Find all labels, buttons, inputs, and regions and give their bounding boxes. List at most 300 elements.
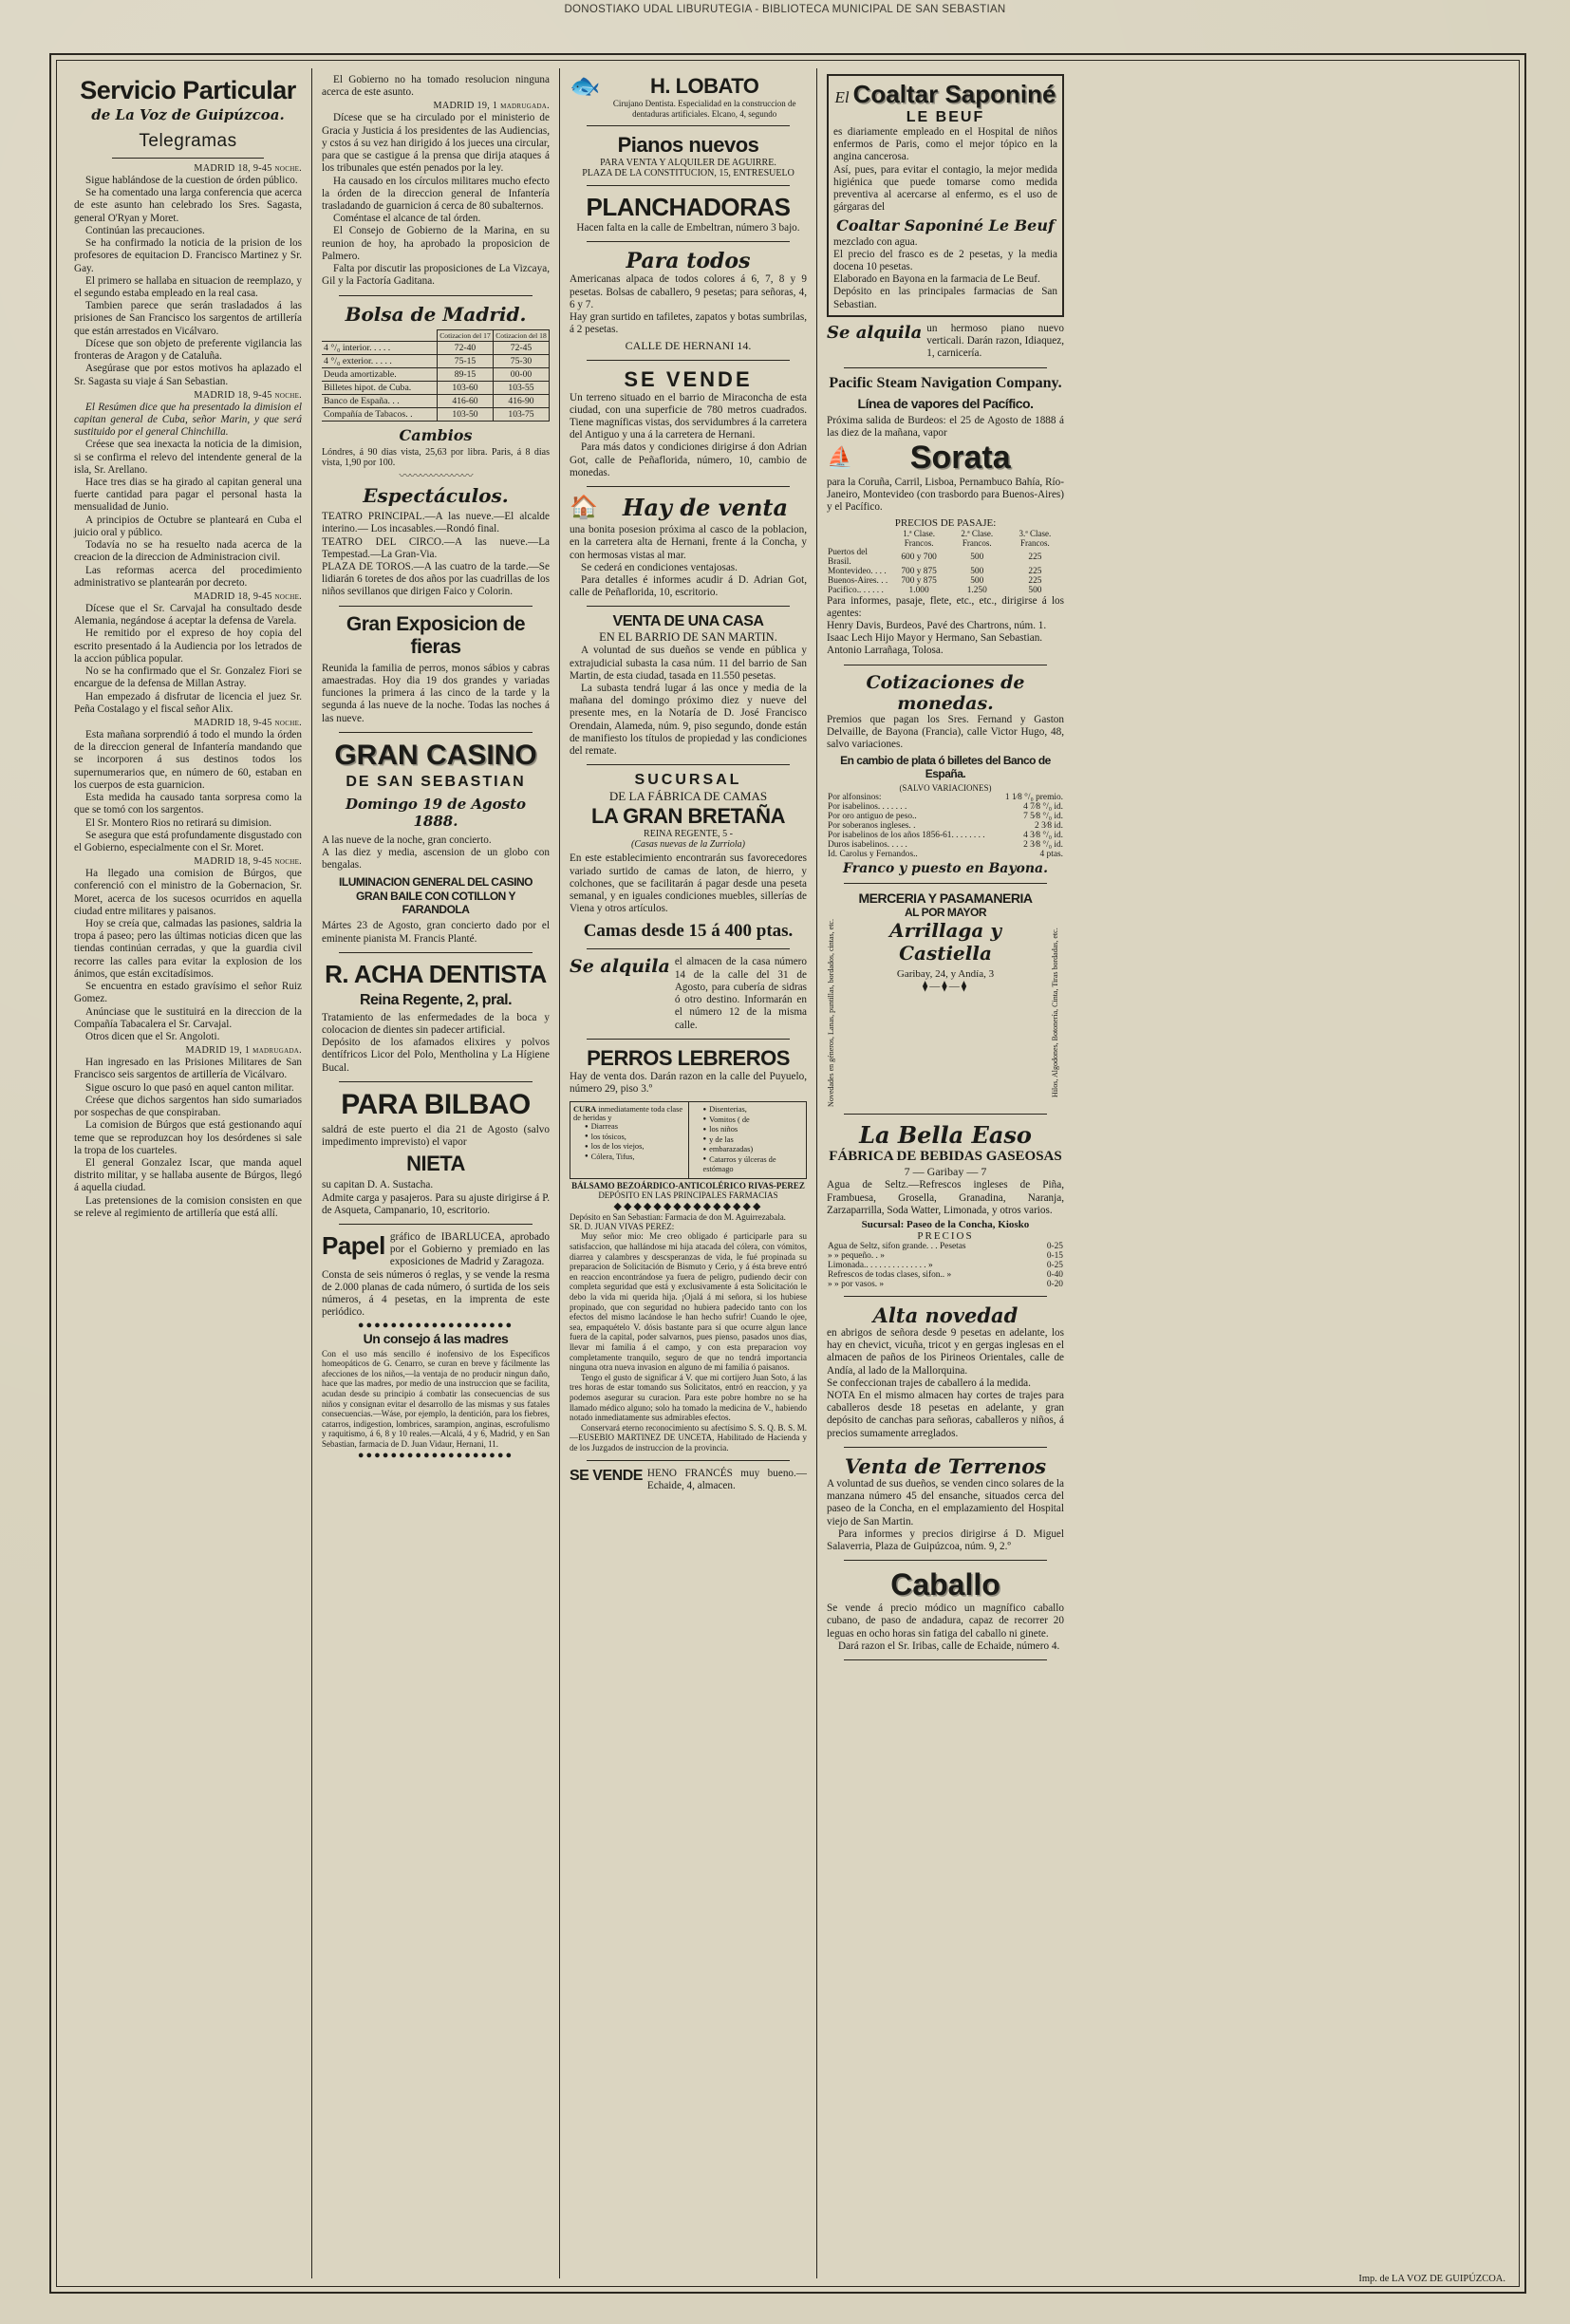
- bolsa-table: [322, 329, 550, 422]
- table-header-row: [322, 329, 550, 341]
- table-row: [827, 548, 1064, 567]
- hayventa-ad-title: Hay de venta: [622, 494, 789, 522]
- row-label: Montevideo. . . .: [828, 566, 887, 576]
- paratodos-text2: Hay gran surtido en tafiletes, zapatos y botas sumbrilas, á 2 pesetas.: [570, 311, 807, 336]
- casa-text: A voluntad de sus dueños se vende en pública y extrajudicial subasta la casa núm. 11 del barrio de San Martin, de esta ciudad, tasada en 11.550 pesetas.: [570, 645, 807, 682]
- divider: [587, 948, 790, 949]
- bella-easo-title: La Bella Easo: [859, 1121, 1032, 1150]
- fieras-ad-title: Gran Exposicion de fieras: [346, 612, 526, 658]
- merceria-address: Garibay, 24, y Andía, 3: [896, 968, 995, 981]
- bella-prices-title: PRECIOS: [917, 1229, 974, 1242]
- list-item: ● los de los viejos,: [585, 1142, 685, 1153]
- cura-right: [689, 1102, 807, 1178]
- bella-easo-text: Agua de Seltz.—Refrescos ingleses de Piña, Frambuesa, Grosella, Granadina, Naranja, Zarzaparrilla, Soda Watter, Limonada, y otros varios.: [827, 1179, 1064, 1216]
- alquila-text: el almacen de la casa número 14 de la calle del 31 de Agosto, para cubería de sidras ó otro destino. Informarán en el número 12 de la misma calle.: [674, 956, 807, 1031]
- pacific-ad-title: Pacific Steam Navigation Company.: [829, 374, 1062, 391]
- cura-ad: [570, 1101, 807, 1179]
- cotizaciones-note: (SALVO VARIACIONES): [899, 783, 992, 794]
- coaltar-text2: Así, pues, para evitar el contagio, la mejor medida higiénica que puede tomarse como medida preventiva al acercarse al enfermo, es el uso de gárgaras del: [833, 163, 1057, 214]
- article-paragraph: Falta por discutir las proposiciones de La Vizcaya, Gil y la Factoría Gaditana.: [322, 263, 550, 288]
- row-label: Duros isabelinos. . . . .: [828, 840, 907, 851]
- cell-value: 75-15: [438, 354, 494, 367]
- hayventa-text3: Para detalles é informes acudir á D. Adrian Got, calle de Peñaflorida, 10, escritorio.: [570, 573, 807, 599]
- row-label: Por isabelinos. . . . . . .: [828, 802, 907, 813]
- article-paragraph: Las reformas acerca del procedimiento administrativo se plantearán por decreto.: [74, 564, 302, 589]
- cell-value: 0-20: [1046, 1279, 1063, 1289]
- row-label: Billetes hipot. de Cuba.: [322, 381, 438, 394]
- article-paragraph: Continúan las precauciones.: [85, 224, 205, 236]
- bella-easo-address: 7 — Garibay — 7: [904, 1165, 987, 1179]
- sucursal-subtitle: DE LA FÁBRICA DE CAMAS: [608, 789, 768, 804]
- table-row: [827, 812, 1064, 821]
- table-header-row: [827, 529, 1064, 548]
- divider: [587, 764, 790, 765]
- sevende-text: Un terreno situado en el barrio de Miraconcha de esta ciudad, con una superficie de 780 metros cuadrados. Tiene magníficas vistas, dos servidumbres á la carretera del Antiguo y una á la carretera de Hernani.: [570, 391, 807, 441]
- row-label: Id. Carolus y Fernandos..: [828, 850, 918, 860]
- row-label: » » pequeño. . »: [828, 1250, 885, 1261]
- divider: [844, 1447, 1047, 1448]
- article-paragraph: Coméntase el alcance de tal órden.: [333, 213, 481, 225]
- casino-tuesday: Mártes 23 de Agosto, gran concierto dado por el eminente pianista M. Francis Planté.: [322, 920, 550, 945]
- cura-letter-text: Muy señor mio: Me creo obligado é participarle para su satisfaccion, que hallándose mi hija atacada del cólera, con vómitos, diarrea y calambres y descsperanzas de vida, le fué propinada su preparacion de Solicitación de Bismuto y Cerio, y á ésta breve entró en reaccion encontrándose ya fuera de peligro, pudiendo decir con completa seguridad que está y exclusivamente á esta Solicitación le debo la vida mi querida hija. ¡Ojalá á mi señora, si los hubiese propinado, que con seguridad no hubiera padecido tanto con los efectos del mismo lacándose le han hecho sufrir! Cuando le ojee, sea, empaquételo V. dósis bastante para sí que ocurre algun lance fuera de la capital, poder salvarnos, pues pienso, pasados unos dias, llevar mi familia á el campo, y con esta preparacion voy completamente tranquilo, seguro de que no tendrá importancia ninguna otra nueva invasion en alguno de mi familia ó paisanos.: [570, 1231, 807, 1373]
- article-paragraph: Créese que dichos sargentos han sido sumariados por sospechas de que conspiraban.: [74, 1094, 302, 1119]
- library-header: DONOSTIAKO UDAL LIBURUTEGIA - BIBLIOTECA MUNICIPAL DE SAN SEBASTIAN: [564, 4, 1006, 15]
- column-4: [816, 68, 1074, 2278]
- dentista-text: Tratamiento de las enfermedades de la boca y colocacion de dientes sin padecer artificial.: [322, 1011, 550, 1037]
- terrenos-text2: Para informes y precios dirigirse á D. Miguel Salaverria, Plaza de Guipúzcoa, núm. 9, 2.º: [827, 1527, 1064, 1553]
- sucursal-text: En este establecimiento encontrarán sus favorecedores variado surtido de camas de laton, de hierro, y colchones, que se facilitarán á pagar desde una peseta semanal, y en iguales condiciones muebles, sillerías de Viena y otros artículos.: [570, 853, 807, 915]
- merceria-side-right: Hilos, Algodones, Botonería, Cinta, Tiras bordadas, etc.: [1051, 928, 1059, 1098]
- article-paragraph: Se asegura que está profundamente disgustado con el Gobierno, especialmente con el Sr. Moret.: [74, 829, 302, 853]
- alta-novedad-text: en abrigos de señora desde 9 pesetas en adelante, los hay en chevict, vicuña, tricot y en gergas inglesas en el almacen de paños de los Pirineos Orientales, calle de Andía, al lado de la Mallorquina.: [827, 1326, 1064, 1377]
- article-paragraph: Dícese que el Sr. Carvajal ha consultado desde Alemania, negándose á aceptar la defensa de Varela.: [74, 603, 302, 628]
- papel-ad-title: Papel: [322, 1231, 385, 1260]
- row-label: Pacifico.. . . . . .: [828, 585, 884, 595]
- dateline: MADRID 18, 9-45 noche.: [194, 591, 302, 602]
- espectaculos-title: Espectáculos.: [363, 484, 509, 508]
- espectaculo-item: TEATRO PRINCIPAL.—A las nueve.—El alcalde interino.— Los incasables.—Rondó final.: [322, 511, 550, 535]
- cell-value: 72-45: [494, 341, 550, 354]
- casino-ball: GRAN BAILE CON COTILLON Y FARANDOLA: [356, 890, 515, 917]
- article-paragraph: Sigue hablándose de la cuestion de órden público.: [85, 175, 298, 186]
- perros-text: Hay de venta dos. Darán razon en la calle del Puyuelo, número 29, piso 3.º: [570, 1070, 807, 1095]
- list-item: ● Diarreas: [585, 1122, 685, 1133]
- table-row: [827, 1261, 1064, 1270]
- alta-novedad-title: Alta novedad: [872, 1303, 1019, 1327]
- cell-value: 89-15: [438, 367, 494, 381]
- dateline: MADRID 19, 1 madrugada.: [185, 1045, 302, 1057]
- article-paragraph: Ha llegado una comision de Búrgos, que conferenció con el ministro de la Gobernacion, Sr. Moret, acerca de los sucesos ocurridos en aquella ciudad entre militares y paisanos.: [74, 868, 302, 917]
- table-row: [322, 381, 550, 394]
- cell-value: 2 3⁄8 id.: [1035, 821, 1063, 832]
- terrenos-text: A voluntad de sus dueños, se venden cinco solares de la manzana número 45 del ensanche, situados cerca del paseo de la Concha, en el emplazamiento del Hospital viejo de San Martin.: [827, 1477, 1064, 1527]
- cell-value: 500: [970, 552, 984, 562]
- table-row: [827, 821, 1064, 831]
- table-row: [322, 407, 550, 421]
- list-item: ● Cólera, Tifus,: [585, 1153, 685, 1163]
- divider: [844, 1114, 1047, 1115]
- row-label: 4 °/₀ interior. . . . .: [322, 341, 438, 354]
- bilbao-ad-title: PARA BILBAO: [341, 1088, 531, 1120]
- cell-value: 0-25: [1046, 1241, 1063, 1251]
- pacific-agent: Henry Davis, Burdeos, Pavé des Chartrons, núm. 1.: [827, 620, 1047, 632]
- masthead-subtitle: de La Voz de Guipúzcoa.: [91, 106, 285, 123]
- camas-price: Camas desde 15 á 400 ptas.: [583, 921, 794, 942]
- divider: [844, 1296, 1047, 1297]
- alquila-piano-text: un hermoso piano nuevo verticali. Darán razon, Idiaquez, 1, carnicería.: [926, 322, 1064, 360]
- alquila-piano-title: Se alquila: [827, 322, 923, 343]
- hayventa-text: una bonita posesion próxima al casco de la poblacion, en la carretera alta de Hernani, frente á la Concha, y con hermosas vistas al mar.: [570, 524, 807, 561]
- cell-value: 0-15: [1046, 1250, 1063, 1261]
- cell-value: 225: [1028, 566, 1042, 576]
- row-label: Compañía de Tabacos. .: [322, 407, 438, 421]
- ornament-divider: ◆◆◆◆◆◆◆◆◆◆◆◆◆◆◆: [613, 1200, 763, 1212]
- article-paragraph: El Resúmen dice que ha presentado la dimision el capitan general de Cuba, señor Marin, y que será sustituido por el general Chinchilla.: [74, 401, 302, 439]
- perros-ad-title: PERROS LEBREROS: [587, 1045, 790, 1070]
- dentista-text2: Depósito de los afamados elixires y polvos dentífricos Licor del Polo, Mentholina y La Hígiene Bucal.: [322, 1037, 550, 1074]
- bella-easo-branch: Sucursal: Paseo de la Concha, Kiosko: [861, 1218, 1030, 1230]
- article-paragraph: Anúnciase que le sustituirá en la direccion de la Compañía Tabacalera el Sr. Carvajal.: [74, 1005, 302, 1030]
- divider: [844, 1560, 1047, 1561]
- table-row: [827, 586, 1064, 595]
- espectaculo-item: PLAZA DE TOROS.—A las cuatro de la tarde.—Se lidiarán 6 toretes de dos años por las cuadrillas de los niños sevillanos que dirigen Faico y Colorin.: [322, 560, 550, 598]
- imprint-footer: Imp. de LA VOZ DE GUIPÚZCOA.: [1358, 2274, 1505, 2284]
- row-label: Agua de Seltz, sifon grande. . . Pesetas: [828, 1241, 966, 1251]
- cell-value: 416-90: [494, 394, 550, 407]
- ship-icon: ⛵: [827, 445, 853, 470]
- table-row: [827, 1251, 1064, 1261]
- table-row: [827, 567, 1064, 576]
- list-item: ● los tósicos,: [585, 1133, 685, 1143]
- cell-value: 103-50: [438, 407, 494, 421]
- article-paragraph: He remitido por el expreso de hoy copia del escrito presentado á la Audiencia por los letrados de la accion pública popular.: [74, 628, 302, 665]
- casino-line: A las nueve de la noche, gran concierto.: [322, 834, 492, 846]
- dateline: MADRID 19, 1 madrugada.: [433, 101, 550, 112]
- bella-price-table: [827, 1242, 1064, 1289]
- ornament-divider: ⧫—⧫—⧫: [922, 981, 969, 993]
- divider: [587, 1039, 790, 1040]
- caballo-text2: Dará razon el Sr. Iribas, calle de Echaide, número 4.: [838, 1640, 1060, 1652]
- row-label: Por soberanos ingleses. .: [828, 821, 916, 832]
- lobato-ad-title: H. LOBATO: [649, 74, 759, 98]
- consejo-ad-title: Un consejo á las madres: [363, 1330, 509, 1346]
- cell-value: 500: [970, 566, 984, 576]
- cell-value: 500: [1028, 585, 1042, 595]
- casino-illumination: ILUMINACION GENERAL DEL CASINO: [339, 875, 533, 890]
- cotizaciones-subtitle: En cambio de plata ó billetes del Banco de España.: [840, 754, 1051, 781]
- cura-brand: BÁLSAMO BEZOÁRDICO-ANTICOLÉRICO RIVAS-PEREZ: [571, 1180, 805, 1190]
- masthead-title: Servicio Particular: [80, 76, 296, 104]
- merceria-side-left: Novedades en géneros, Lanas, puntillas, bordados, cintas, etc.: [827, 919, 835, 1108]
- papel-text2: Consta de seis números ó reglas, y se vende la resma de 2.000 planas de cada número, ó surtida de los seis números, á 4 pesetas, en la imprenta de este periódico.: [322, 1268, 550, 1319]
- cell-value: 00-00: [494, 367, 550, 381]
- cell-value: 700 y 875: [901, 566, 937, 576]
- casa-ad-title: VENTA DE UNA CASA: [612, 613, 764, 630]
- table-row: [827, 850, 1064, 859]
- article-paragraph: Asegúrase que por estos motivos ha aplazado el Sr. Sagasta su viaje á San Sebastian.: [74, 363, 302, 387]
- cell-value: 600 y 700: [901, 552, 937, 562]
- pacific-agent: Isaac Lech Hijo Mayor y Hermano, San Sebastian.: [827, 632, 1043, 645]
- cell-value: 1 1⁄8 °/₀ premio.: [1004, 793, 1063, 803]
- bella-easo-subtitle: FÁBRICA DE BEBIDAS GASEOSAS: [829, 1149, 1062, 1165]
- dateline: MADRID 18, 9-45 noche.: [194, 163, 302, 174]
- divider: [587, 486, 790, 487]
- divider: [587, 241, 790, 242]
- column-header: 2.ª Clase. Francos.: [961, 528, 994, 548]
- newspaper-sheet: [49, 53, 1526, 2294]
- table-row: [322, 394, 550, 407]
- cura-deposit-note: DEPÓSITO EN LAS PRINCIPALES FARMACIAS: [598, 1190, 778, 1200]
- pacific-text2: para la Coruña, Carril, Lisboa, Pernambuco Bahía, Río-Janeiro, Montevideo (con trasbordo para Buenos-Aires) y el Pacífico.: [827, 476, 1064, 514]
- consejo-text: Con el uso más sencillo é inofensivo de los Específicos homeopáticos de G. Cenarro, se curan en breve y fácilmente las afecciones de los niños,—la ventaja de no producir ningun daño, hace que las madres, por medio de una instruccion que se facilita, acudan desde su principio á combatir las consecuencias de sus niños y consignan evitar el desarrollo de las mismas y sus fatales consecuencias.—Wáse, por ejemplo, la dentición, para los fiebres, catarros, indigestion, lombrices, sarampion, anginas, escrofulismo y raquitismo, á 6, 8 y 10 reales.—Alcalá, 4 y 6, Madrid, y en San Sebastian, farmacia de D. Juan Vidaur, Hernani, 11.: [322, 1348, 550, 1450]
- cotizaciones-title: Cotizaciones de monedas.: [866, 671, 1025, 714]
- cambios-text: Lóndres, á 90 dias vista, 25,63 por libra. Paris, á 8 dias vista, 1,90 por 100.: [322, 446, 550, 469]
- pacific-ship-name: Sorata: [909, 439, 1011, 476]
- article-paragraph: Las pretensiones de la comision consisten en que se releve al regimiento de artillería que está allí.: [74, 1194, 302, 1219]
- article-paragraph: Otros dicen que el Sr. Angoloti.: [85, 1031, 220, 1042]
- bolsa-title: Bolsa de Madrid.: [345, 302, 527, 326]
- bilbao-text: saldrá de este puerto el dia 21 de Agosto (salvo impedimento imprevisto) el vapor: [322, 1123, 550, 1149]
- alta-novedad-text2: Se confeccionan trajes de caballero á la medida.: [827, 1377, 1031, 1389]
- row-label: » » por vasos. »: [828, 1279, 885, 1289]
- terrenos-title: Venta de Terrenos: [844, 1453, 1047, 1478]
- divider: [844, 883, 1047, 884]
- article-paragraph: Todavía no se ha resuelto nada acerca de la creacion de la direccion de Administracion civil.: [74, 539, 302, 564]
- sucursal-name: LA GRAN BRETAÑA: [591, 804, 785, 829]
- cura-left: [570, 1102, 689, 1178]
- divider: [844, 367, 1047, 368]
- table-row: [827, 831, 1064, 840]
- casa-text2: La subasta tendrá lugar á las once y media de la mañana del domingo próximo diez y nueve del presente mes, en la Notaría de D. José Francisco Orendain, Alameda, núm. 9, piso segundo, donde están de manifiesto los títulos de propiedad y las condiciones del remate.: [570, 683, 807, 758]
- coaltar-subtitle: LE BEUF: [906, 109, 985, 125]
- table-row: [322, 367, 550, 381]
- divider: [339, 1081, 533, 1082]
- ornament-divider: ●●●●●●●●●●●●●●●●●●●: [357, 1449, 514, 1461]
- divider: [587, 125, 790, 126]
- cell-value: 225: [1028, 575, 1042, 586]
- cell-value: 225: [1028, 552, 1042, 562]
- hayventa-text2: Se cederá en condiciones ventajosas.: [581, 561, 738, 573]
- article-paragraph: El Sr. Montero Rios no retirará su dimision.: [85, 816, 272, 829]
- cura-letter-text3: Conservará eterno reconocimiento su afectísimo S. S. Q. B. S. M.—EUSEBIO MARTINEZ DE UNCETA, Habilitado de Hacienda y de los Juzgados de instruccion de la provincia.: [570, 1422, 807, 1453]
- divider: [339, 295, 533, 296]
- cell-value: 0-40: [1046, 1269, 1063, 1280]
- article-paragraph: Dícese que se ha circulado por el ministerio de Gracia y Justicia á los presidentes de las Audiencias, y cstos á su vez han dirigido á los jueces una circular, para que se castigue á la prensa que dirija ataques á los tribunales que estén penados por la ley.: [322, 112, 550, 175]
- cell-value: 1.000: [908, 585, 929, 595]
- merceria-body: [827, 919, 1064, 1107]
- casa-ad-subtitle: EN EL BARRIO DE SAN MARTIN.: [599, 630, 777, 645]
- table-row: [827, 840, 1064, 850]
- divider: [844, 1659, 1047, 1660]
- fish-decorative-icon: 🐟: [570, 72, 599, 100]
- wave-divider: 〰〰〰〰〰〰〰: [399, 469, 473, 483]
- sucursal-title: SUCURSAL: [634, 772, 742, 789]
- espectaculo-item: TEATRO DEL CIRCO.—A las nueve.—La Tempestad.—La Gran-Via.: [322, 535, 550, 560]
- alquila-ad-title: Se alquila: [570, 956, 670, 978]
- merceria-subtitle: AL POR MAYOR: [904, 906, 986, 920]
- article-paragraph: El Consejo de Gobierno de la Marina, en su reunion de hoy, ha aprobado la proposicion de Palmero.: [322, 225, 550, 262]
- pianos-line-2: PLAZA DE LA CONSTITUCION, 15, ENTRESUELO: [582, 168, 794, 179]
- cura-deposit-local: Depósito en San Sebastian: Farmacia de don M. Aguirrezabala.: [570, 1211, 786, 1222]
- dentista-ad-title: R. ACHA DENTISTA: [325, 959, 547, 988]
- article-paragraph: Se ha confirmado la noticia de la prision de los profesores de equitacion D. Francisco Martinez y Sr. Gay.: [74, 237, 302, 274]
- coaltar-brand: Coaltar Saponiné Le Beuf: [836, 216, 1055, 234]
- cura-title: CURA: [573, 1105, 597, 1115]
- cura-list-left: [573, 1122, 685, 1162]
- paratodos-address: CALLE DE HERNANI 14.: [625, 338, 752, 352]
- list-item: ● embarazadas): [703, 1145, 804, 1155]
- cell-value: 103-60: [438, 381, 494, 394]
- ornament-divider: ●●●●●●●●●●●●●●●●●●●: [357, 1319, 514, 1331]
- fieras-ad-text: Reunida la familia de perros, monos sábios y cabras amaestradas. Hoy dia 19 dos grandes y variadas funciones la primera á las cinco de la tarde y la segunda á las nueve de la noche. Todas las noches á las nueve.: [322, 662, 550, 724]
- article-paragraph: Se encuentra en estado gravísimo el señor Ruiz Gomez.: [74, 981, 302, 1005]
- column-1: [65, 68, 311, 2278]
- coaltar-title-pre: El: [834, 88, 850, 106]
- coaltar-text3: mezclado con agua.: [833, 235, 918, 248]
- row-label: Deuda amortizable.: [322, 367, 438, 381]
- dateline: MADRID 18, 9-45 noche.: [194, 856, 302, 868]
- article-paragraph: Tambien parece que serán trasladados á las prisiones de San Francisco los sargentos de artillería que están arrestados en Vicálvaro.: [74, 300, 302, 337]
- table-row: [827, 1280, 1064, 1289]
- divider: [587, 360, 790, 361]
- list-item: ● Vomitos ( de: [703, 1115, 804, 1126]
- bilbao-captain: su capitan D. A. Sustacha.: [322, 1179, 434, 1191]
- row-label: 4 °/₀ exterior. . . . .: [322, 354, 438, 367]
- column-header: Cotizacion del 17: [438, 329, 494, 341]
- planchadoras-ad-title: PLANCHADORAS: [586, 193, 791, 222]
- divider: [339, 606, 533, 607]
- cell-value: 72-40: [438, 341, 494, 354]
- cell-value: 103-55: [494, 381, 550, 394]
- column-3: [559, 68, 816, 2278]
- pacific-subtitle: Línea de vapores del Pacífico.: [857, 395, 1034, 411]
- heno-ad-title: SE VENDE: [570, 1467, 643, 1484]
- cura-letter-text2: Tengo el gusto de significar á V. que mi cortijero Juan Soto, á las tres horas de estar tomando sus Solicitatos, entró en reaccion, y ya podemos asegurar su curacion. Para este pobre hombre no se ha llamado médico alguno; solo ha tomado la medicina de V., habiendo notado inmediatamente sus admirables efectos.: [570, 1372, 807, 1423]
- bilbao-booking: Admite carga y pasajeros. Para su ajuste dirigirse á P. de Asqueta, Campanario, 10, escritorio.: [322, 1191, 550, 1216]
- table-row: [322, 354, 550, 367]
- sucursal-address: REINA REGENTE, 5 -: [644, 829, 733, 840]
- merceria-name: Arrillaga y Castiella: [889, 919, 1001, 965]
- row-label: Por isabelinos de los años 1856-61. . . . . . . .: [828, 831, 985, 841]
- pacific-price-table: [827, 529, 1064, 595]
- casino-title: GRAN CASINO: [334, 739, 537, 771]
- cura-letter-recipient: SR. D. JUAN VIVAS PEREZ:: [570, 1222, 675, 1232]
- article-paragraph: Sigue oscuro lo que pasó en aquel canton militar.: [85, 1081, 294, 1094]
- cell-value: 416-60: [438, 394, 494, 407]
- sevende-text2: Para más datos y condiciones dirigirse á don Adrian Got, calle de Peñaflorida, número, 10, cambio de monedas.: [570, 441, 807, 478]
- list-item: ● Catarros y úlceras de estómago: [703, 1155, 804, 1175]
- list-item: ● los niños: [703, 1125, 804, 1135]
- row-label: Puertos del Brasil.: [828, 547, 868, 567]
- caballo-text: Se vende á precio módico un magnífico caballo cubano, de paso de andadura, capaz de recorrer 20 leguas en ocho horas sin fatiga del caballo ni ginete.: [827, 1602, 1064, 1640]
- article-paragraph: A principios de Octubre se planteará en Cuba el juicio oral y público.: [74, 514, 302, 538]
- row-label: Banco de España. . .: [322, 394, 438, 407]
- heno-text: HENO FRANCÉS muy bueno.—Echaide, 4, almacen.: [646, 1467, 807, 1491]
- coaltar-ad: [827, 74, 1064, 317]
- pacific-text3: Para informes, pasaje, flete, etc., etc., dirigirse á los agentes:: [827, 594, 1064, 619]
- article-paragraph: Han ingresado en las Prisiones Militares de San Francisco seis sargentos de artillería de Vicálvaro.: [74, 1057, 302, 1081]
- article-paragraph: Ha causado en los círculos militares mucho efecto la órden de la direccion general de Infantería trasladando de guarnicion á cerca de 80 subalternos.: [322, 175, 550, 212]
- article-paragraph: Esta medida ha causado tanta sorpresa como la que se tomó con los sargentos.: [74, 792, 302, 816]
- article-paragraph: Esta mañana sorprendió á todo el mundo la órden de la direccion general de Infantería mandando que se incorporen á sus destinos todos los supernumerarios que, en número de 60, estaban en los cuerpos de esta guarnicion.: [74, 728, 302, 791]
- precios-title: PRECIOS DE PASAJE:: [894, 516, 997, 529]
- paratodos-text: Americanas alpaca de todos colores á 6, 7, 8 y 9 pesetas. Bolsas de caballero, 9 pesetas; para señoras, 4, 6 y 7.: [570, 273, 807, 310]
- divider: [339, 952, 533, 953]
- divider: [112, 158, 264, 159]
- table-row: [827, 802, 1064, 812]
- alta-novedad-note: NOTA En el mismo almacen hay cortes de trajes para caballeros desde 18 pesetas en adelante, y gran depósito de canchas para señoras, caballeros y niños, á precios sumamente arreglados.: [827, 1390, 1064, 1439]
- divider: [587, 1460, 790, 1461]
- divider: [587, 185, 790, 186]
- column-header: 3.ª Clase. Francos.: [1019, 528, 1052, 548]
- cambios-title: Cambios: [399, 425, 473, 444]
- coaltar-title: Coaltar Saponiné: [852, 80, 1056, 108]
- cell-value: 4 7⁄8 °/₀ id.: [1023, 802, 1063, 813]
- list-item: ● Disenterias,: [703, 1105, 804, 1115]
- coaltar-text6: Depósito en las principales farmacias de San Sebastian.: [833, 286, 1057, 310]
- caballo-title: Caballo: [890, 1567, 1000, 1602]
- article-paragraph: El Gobierno no ha tomado resolucion ninguna acerca de este asunto.: [322, 74, 550, 99]
- cell-value: 4 3⁄8 °/₀ id.: [1023, 831, 1063, 841]
- list-item: ● y de las: [703, 1135, 804, 1146]
- dentista-address: Reina Regente, 2, pral.: [359, 991, 513, 1008]
- table-row: [827, 793, 1064, 802]
- merceria-title: MERCERIA Y PASAMANERIA: [858, 890, 1033, 907]
- article-paragraph: La comision de Búrgos que está gestionando aquí teme que se reproduzcan hoy los desórdenes si sale la tropa de los cuarteles.: [74, 1119, 302, 1156]
- coaltar-text5: Elaborado en Bayona en la farmacia de Le Beuf.: [833, 273, 1040, 286]
- table-row: [827, 576, 1064, 586]
- article-paragraph: Han empezado á disfrutar de licencia el juez Sr. Peña Costalago y el fiscal señor Alix.: [74, 690, 302, 715]
- dateline: MADRID 18, 9-45 noche.: [194, 717, 302, 728]
- house-icon: 🏠: [570, 495, 598, 520]
- table-row: [322, 341, 550, 354]
- franco-line: Franco y puesto en Bayona.: [843, 861, 1048, 877]
- cotizaciones-table: [827, 793, 1064, 859]
- papel-text: gráfico de IBARLUCEA, aprobado por el Gobierno y premiado en las exposiciones de Madrid y Zaragoza.: [389, 1231, 550, 1268]
- cell-value: 75-30: [494, 354, 550, 367]
- pianos-line-1: PARA VENTA Y ALQUILER DE AGUIRRE.: [600, 158, 776, 169]
- row-label: Por alfonsinos:: [828, 793, 882, 803]
- column-header: Cotizacion del 18: [494, 329, 550, 341]
- cell-value: 7 5⁄8 °/₀ id.: [1023, 812, 1063, 822]
- planchadoras-text: Hacen falta en la calle de Embeltran, número 3 bajo.: [576, 222, 800, 234]
- paratodos-ad-title: Para todos: [626, 249, 751, 274]
- sevende-ad-title: SE VENDE: [624, 366, 753, 391]
- row-label: Buenos-Aires. . .: [828, 575, 888, 586]
- cura-list-right: [692, 1105, 804, 1175]
- article-paragraph: Se ha comentado una larga conferencia que acerca de este asunto han celebrado los Sres. Sagasta, general O'Ryan y Moret.: [74, 187, 302, 224]
- article-paragraph: Créese que sea inexacta la noticia de la dimision, si se confirma el relevo del intendente general de la isla, Sr. Arellano.: [74, 439, 302, 476]
- divider: [339, 1224, 533, 1225]
- cell-value: 700 y 875: [901, 575, 937, 586]
- cell-value: 2 3⁄8 °/₀ id.: [1023, 840, 1063, 851]
- row-label: Refrescos de todas clases, sifon.. »: [828, 1269, 952, 1280]
- cell-value: 1.250: [966, 585, 987, 595]
- sucursal-address2: (Casas nuevas de la Zurriola): [631, 839, 745, 851]
- table-row: [827, 1242, 1064, 1251]
- casino-subtitle: DE SAN SEBASTIAN: [346, 773, 526, 790]
- divider: [339, 732, 533, 733]
- article-paragraph: Hoy se creía que, calmadas las pasiones, saldria la tropa á paseo; pero las últimas noticias dicen que las tiendas continúan cerradas, y que la guardia civil recorre las calles para evitar la explosion de los ánimos, que están excitadísimos.: [74, 918, 302, 980]
- coaltar-text4: El precio del frasco es de 2 pesetas, y la media docena 10 pesetas.: [833, 248, 1057, 272]
- cura-subtitle: inmediatamente toda clase de heridas y: [573, 1105, 683, 1123]
- bilbao-ship-name: NIETA: [406, 1152, 465, 1176]
- cell-value: 500: [970, 575, 984, 586]
- row-label: Por oro antiguo de peso..: [828, 812, 917, 822]
- telegrams-title: Telegramas: [139, 131, 237, 151]
- divider: [587, 606, 790, 607]
- column-2: [311, 68, 559, 2278]
